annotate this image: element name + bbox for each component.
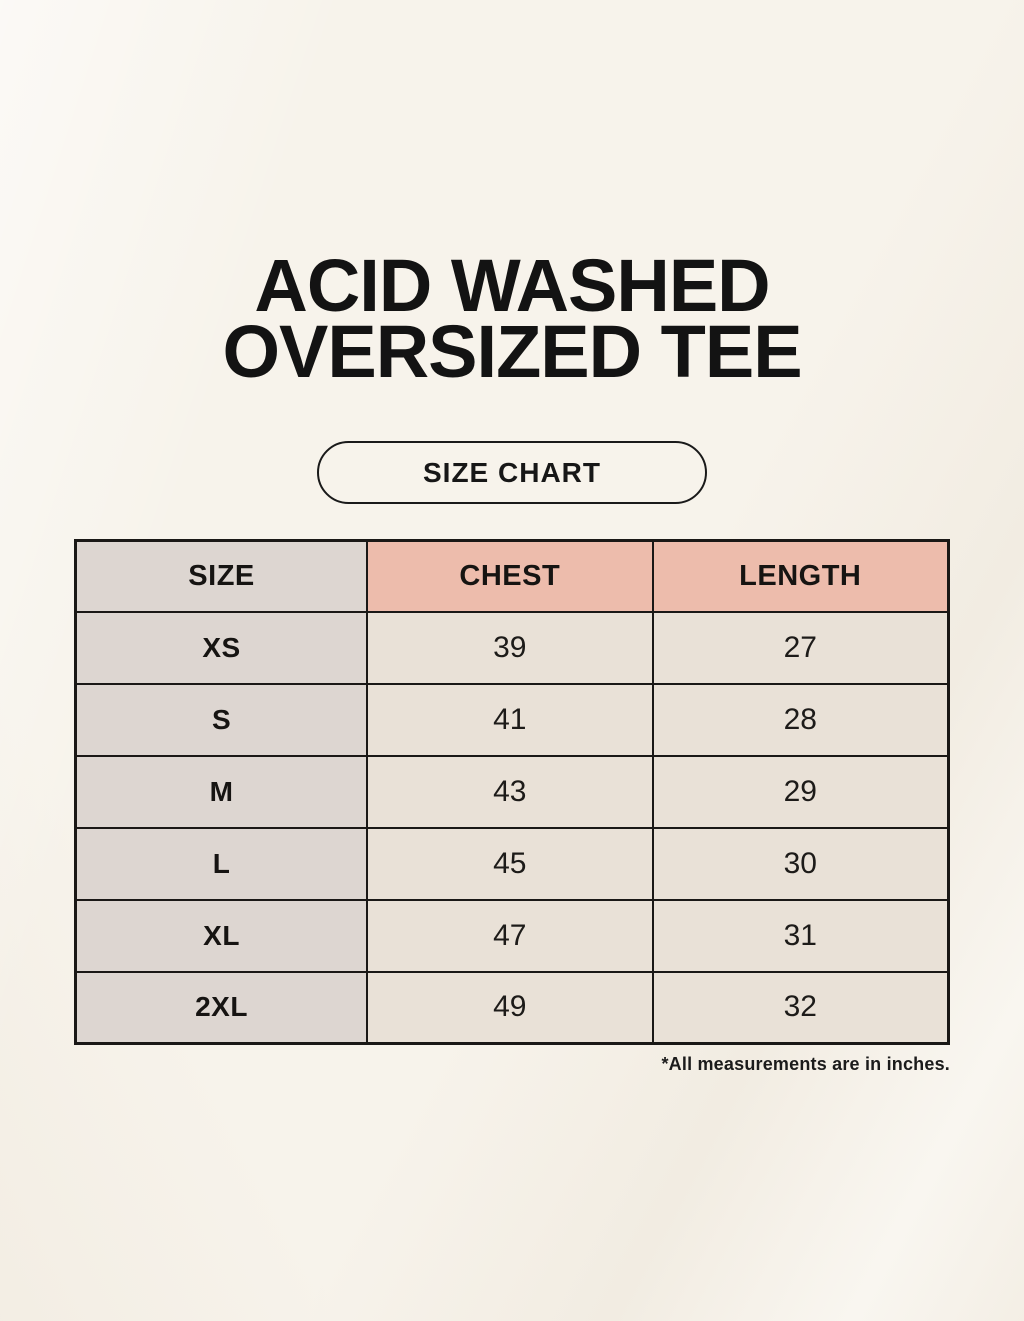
header-cell-chest: CHEST bbox=[367, 541, 652, 612]
chest-cell: 39 bbox=[367, 612, 652, 684]
size-cell: XS bbox=[76, 612, 368, 684]
length-cell: 30 bbox=[653, 828, 949, 900]
table-row bbox=[76, 972, 949, 1044]
size-cell: L bbox=[76, 828, 368, 900]
page-title bbox=[0, 244, 1024, 393]
length-cell: 28 bbox=[653, 684, 949, 756]
measurements-footnote: *All measurements are in inches. bbox=[661, 1054, 950, 1074]
size-cell: M bbox=[76, 756, 368, 828]
length-cell: 32 bbox=[653, 972, 949, 1044]
chest-cell: 43 bbox=[367, 756, 652, 828]
chest-cell: 41 bbox=[367, 684, 652, 756]
chest-cell: 49 bbox=[367, 972, 652, 1044]
chest-cell: 47 bbox=[367, 900, 652, 972]
size-table-section bbox=[74, 539, 950, 1075]
header-row bbox=[76, 541, 949, 612]
chest-cell: 45 bbox=[367, 828, 652, 900]
table-row bbox=[76, 828, 949, 900]
header-cell-size: SIZE bbox=[76, 541, 368, 612]
length-cell: 31 bbox=[653, 900, 949, 972]
page-title-line-1: ACID WASHED bbox=[254, 244, 770, 327]
size-cell: S bbox=[76, 684, 368, 756]
table-row bbox=[76, 900, 949, 972]
length-cell: 29 bbox=[653, 756, 949, 828]
table-row bbox=[76, 684, 949, 756]
size-table bbox=[74, 539, 950, 1045]
size-cell: XL bbox=[76, 900, 368, 972]
size-chart-badge-label: SIZE CHART bbox=[423, 456, 601, 488]
length-cell: 27 bbox=[653, 612, 949, 684]
header-cell-length: LENGTH bbox=[653, 541, 949, 612]
size-cell: 2XL bbox=[76, 972, 368, 1044]
table-row bbox=[76, 612, 949, 684]
page-title-line-2: OVERSIZED TEE bbox=[222, 310, 802, 393]
size-chart-badge bbox=[317, 441, 707, 504]
table-row bbox=[76, 756, 949, 828]
